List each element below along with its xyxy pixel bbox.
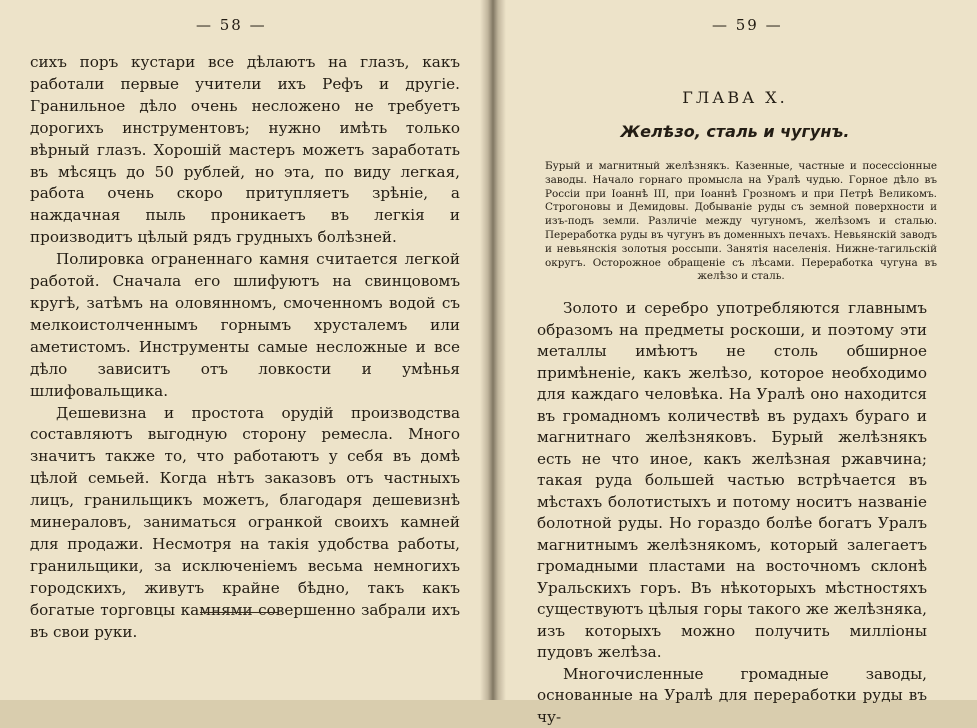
chapter-summary: Бурый и магнитный желѣзнякъ. Казенные, частные и посессіонные заводы. Начало горнаго промысла на Уралѣ чудью. Горное дѣло въ Россіи при Іоаннѣ III, при Іоаннѣ Грозномъ и при Петрѣ Великомъ. Строгоновы и Демидовы. Добываніе руды съ земной поверхности и изъ-подъ земли. Различіе между чугуномъ, желѣзомъ и сталью. Переработка руды въ чугунъ въ доменныхъ печахъ. Невьянскій заводъ и невьянскія золотыя россыпи. Занятія населенія. Нижне-тагильскій округъ. Осторожное обращеніе съ лѣсами. Переработка чугуна въ желѣзо и сталь. bbox=[545, 160, 937, 284]
chapter-title: Желѣзо, сталь и чугунъ. bbox=[520, 122, 950, 141]
right-page bbox=[490, 0, 977, 700]
left-paragraph-1: сихъ поръ кустари все дѣлаютъ на глазъ, какъ работали первые учители ихъ Рефъ и другіе. Гранильное дѣло очень несложено не требуетъ дорогихъ инструментовъ; нужно имѣть только вѣрный глазъ. Хорошій мастеръ можетъ заработать въ мѣсяцъ до 50 рублей, но эта, по виду легкая, работа очень скоро притупляетъ зрѣніе, а наждачная пыль проникаетъ въ легкія и производитъ цѣлый рядъ грудныхъ болѣзней. bbox=[30, 52, 460, 249]
left-paragraph-2: Полировка ограненнаго камня считается легкой работой. Сначала его шлифуютъ на свинцовомъ кругѣ, затѣмъ на оловянномъ, смоченномъ водой съ мелкоистолченнымъ горнымъ хрусталемъ или аметистомъ. Инструменты самые несложные и все дѣло зависитъ отъ ловкости и умѣнья шлифовальщика. bbox=[30, 249, 460, 402]
right-page-body bbox=[537, 298, 927, 728]
left-paragraph-3: Дешевизна и простота орудій производства составляютъ выгодную сторону ремесла. Много значитъ также то, что работаютъ у себя въ домѣ цѣлой семьей. Когда нѣтъ заказовъ отъ частныхъ лицъ, гранильщикъ можетъ, благодаря дешевизнѣ минераловъ, заниматься огранкой своихъ камней для продажи. Несмотря на такія удобства работы, гранильщики, за исключеніемъ весьма немногихъ городскихъ, живутъ крайне бѣдно, такъ какъ богатые торговцы камнями совершенно забрали ихъ въ свои руки. bbox=[30, 403, 460, 644]
right-paragraph-2: Многочисленные громадные заводы, основанные на Уралѣ для переработки руды въ чу- bbox=[537, 664, 927, 728]
book-gutter bbox=[480, 0, 506, 700]
page-number-right: — 59 — bbox=[712, 16, 783, 34]
left-page-body bbox=[30, 52, 460, 643]
chapter-heading: ГЛАВА X. bbox=[520, 88, 950, 107]
page-number-left: — 58 — bbox=[196, 16, 267, 34]
section-end-rule bbox=[200, 612, 278, 613]
right-paragraph-1: Золото и серебро употребляются главнымъ образомъ на предметы роскоши, и поэтому эти металлы имѣютъ не столь обширное примѣненіе, какъ желѣзо, которое необходимо для каждаго человѣка. На Уралѣ оно находится въ громадномъ количествѣ въ рудахъ бураго и магнитнаго желѣзняковъ. Бурый желѣзнякъ есть не что иное, какъ желѣзная ржавчина; такая руда большей частью встрѣчается въ мѣстахъ болотистыхъ и потому носитъ названіе болотной руды. Но гораздо болѣе богатъ Уралъ магнитнымъ желѣзнякомъ, который залегаетъ громадными пластами на восточномъ склонѣ Уральскихъ горъ. Въ нѣкоторыхъ мѣстностяхъ существуютъ цѣлыя горы такого же желѣзняка, изъ которыхъ можно получить милліоны пудовъ желѣза. bbox=[537, 298, 927, 664]
left-page bbox=[0, 0, 490, 700]
